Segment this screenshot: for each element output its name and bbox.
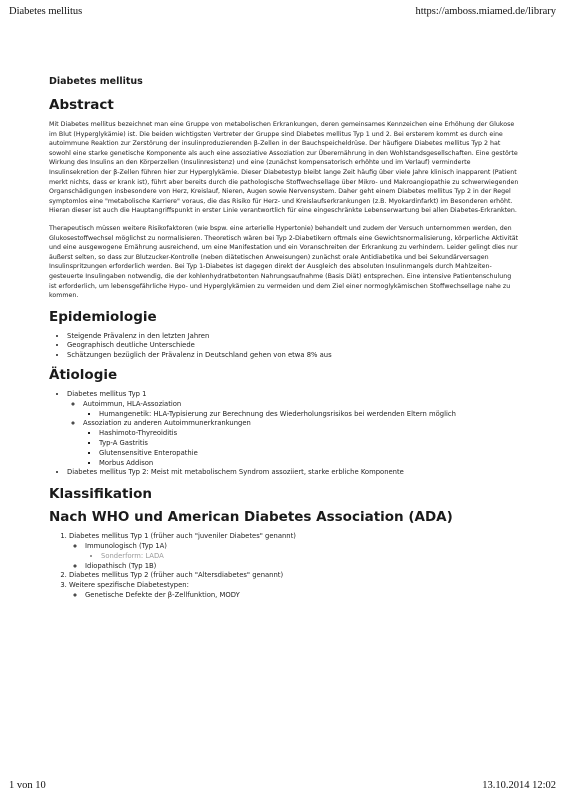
list-item: • Schätzungen bezüglich der Prävalenz in Deutschland gehen von etwa 8% aus <box>67 351 519 361</box>
aetiologie-heading: Ätiologie <box>49 367 118 384</box>
list-item <box>83 400 519 420</box>
article-title: Diabetes mellitus <box>49 76 143 87</box>
print-header-url: https://amboss.miamed.de/library <box>415 6 556 17</box>
print-header <box>9 6 556 20</box>
list-item <box>67 390 519 468</box>
list-item: ▪ Typ-A Gastritis <box>99 439 519 449</box>
print-header-title: Diabetes mellitus <box>9 6 83 17</box>
aetiologie-assoziation: Assoziation zu anderen Autoimmunerkrankungen <box>83 419 251 428</box>
klass-item-3-sublist <box>69 591 519 601</box>
list-item: • Geographisch deutliche Unterschiede <box>67 341 519 351</box>
klassifikation-heading: Klassifikation <box>49 486 152 503</box>
page-count: 1 von 10 <box>9 780 46 791</box>
klass-item-3: Weitere spezifische Diabetestypen: <box>69 581 189 590</box>
list-item <box>69 532 519 571</box>
print-footer <box>9 780 556 794</box>
article-content <box>49 76 519 607</box>
aetiologie-typ1-sublist <box>67 400 519 469</box>
aetiologie-list <box>49 390 519 478</box>
abstract-paragraph-2: Therapeutisch müssen weitere Risikofaktoren (wie bspw. eine arterielle Hypertonie) behandelt und zudem der Versuch unternommen werden, den Glukosestoffwechsel möglichst zu normalisieren. Theoretisch wären bei Typ 2-Diabetikern oftmals eine Gewichtsnormalisierung, körperliche Aktivität und eine ausgewogene Ernährung ausreichend, um eine Manifestation und ein Voranschreiten der Erkrankung zu verhindern. Leider gelingt dies nur äußerst selten, so dass zur Blutzucker-Kontrolle (neben diätetischen Anweisungen) zunächst orale Antidiabetika und bei Sekundärversagen Insulinspritzungen erforderlich werden. Bei Typ 1-Diabetes ist dagegen direkt der Ausgleich des absoluten Insulinmangels durch Mahlzeiten-gesteuerte Insulingaben notwendig, die der kohlenhydratbetonten Nahrungsaufnahme (Basis Diät) entsprechen. Eine intensive Patientenschulung ist erforderlich, um lebensgefährliche Hypo- und Hyperglykämien zu vermeiden und dem Ziel einer normoglykämischen Stoffwechsellage nahe zu kommen. <box>49 224 519 300</box>
epidemiologie-list <box>49 332 519 361</box>
list-item: ▪ Sonderform: LADA <box>101 552 519 562</box>
abstract-paragraph-1: Mit Diabetes mellitus bezeichnet man eine Gruppe von metabolischen Erkrankungen, deren gemeinsames Kennzeichen eine Erhöhung der Glukose im Blut (Hyperglykämie) ist. Die beiden wichtigsten Vertreter der Gruppe sind Diabetes mellitus Typ 1 und 2. Bei ersterem kommt es durch eine autoimmune Reaktion zur Zerstörung der insulinproduzierenden β-Zellen in der Bauchspeicheldrüse. Der häufigere Diabetes mellitus Typ 2 hat sowohl eine starke genetische Komponente als auch eine assoziative Assoziation zur Überernährung in den Wohlstandsgesellschaften. Eine gestörte Wirkung des Insulins an den Körperzellen (Insulinresistenz) und eine (zunächst kompensatorisch erhöhte und im Verlauf) verminderte Insulinsekretion der β-Zellen führen hier zur Hyperglykämie. Dieser Diabetestyp bleibt lange Zeit häufig über viele Jahre klinisch inapparent (Patient merkt nichts, dass er krank ist), führt aber bereits durch die pathologische Stoffwechsellage über Mikro- und Makroangiopathie zu schwerwiegenden Organschädigungen insbesondere von Herz, Kreislauf, Nieren, Augen sowie Nervensystem. Daher geht einem Diabetes mellitus Typ 2 in der Regel symptomlos eine "metabolische Karriere" voraus, die das Risiko für Herz- und Kreislaufserkrankungen (z.B. Myokardinfarkt) im Besonderen erhöht. Hieran dieser ist auch die Hauptangriffspunkt in erster Linie verantwortlich für eine eingeschränkte Lebenserwartung bei allen Diabetes-Erkrankten. <box>49 121 519 215</box>
klass-item-1-sublist <box>69 542 519 571</box>
list-item: ▪ Humangenetik: HLA-Typisierung zur Berechnung des Wiederholungsrisikos bei werdenden Eltern möglich <box>99 410 519 420</box>
klassifikation-list <box>49 532 519 601</box>
list-item: ▪ Morbus Addison <box>99 459 519 469</box>
list-item <box>69 581 519 601</box>
aetiologie-autoimmun-sublist <box>83 410 519 420</box>
list-item: ▪ Glutensensitive Enteropathie <box>99 449 519 459</box>
aetiologie-typ1: Diabetes mellitus Typ 1 <box>67 390 147 399</box>
klass-item-1-sub-1: Immunologisch (Typ 1A) <box>85 542 167 551</box>
aetiologie-diseases-list <box>83 429 519 468</box>
list-item <box>85 542 519 562</box>
list-item: • Diabetes mellitus Typ 2: Meist mit metabolischem Syndrom assoziiert, starke erbliche Komponente <box>67 468 519 478</box>
list-item: ◦ Genetische Defekte der β-Zellfunktion, MODY <box>85 591 519 601</box>
abstract-heading: Abstract <box>49 97 114 113</box>
list-item: ▪ Hashimoto-Thyreoiditis <box>99 429 519 439</box>
list-item <box>83 419 519 468</box>
aetiologie-autoimmun: Autoimmun, HLA-Assoziation <box>83 399 182 408</box>
klass-item-1: Diabetes mellitus Typ 1 (früher auch "juveniler Diabetes" genannt) <box>69 532 296 541</box>
list-item: 2. Diabetes mellitus Typ 2 (früher auch "Altersdiabetes" genannt) <box>69 571 519 581</box>
list-item: • Steigende Prävalenz in den letzten Jahren <box>67 332 519 342</box>
list-item: ◦ Idiopathisch (Typ 1B) <box>85 562 519 572</box>
epidemiologie-heading: Epidemiologie <box>49 308 157 325</box>
klass-item-1-sub-1-list <box>85 552 519 562</box>
klassifikation-subheading: Nach WHO und American Diabetes Association (ADA) <box>49 509 453 526</box>
print-timestamp: 13.10.2014 12:02 <box>482 780 556 791</box>
